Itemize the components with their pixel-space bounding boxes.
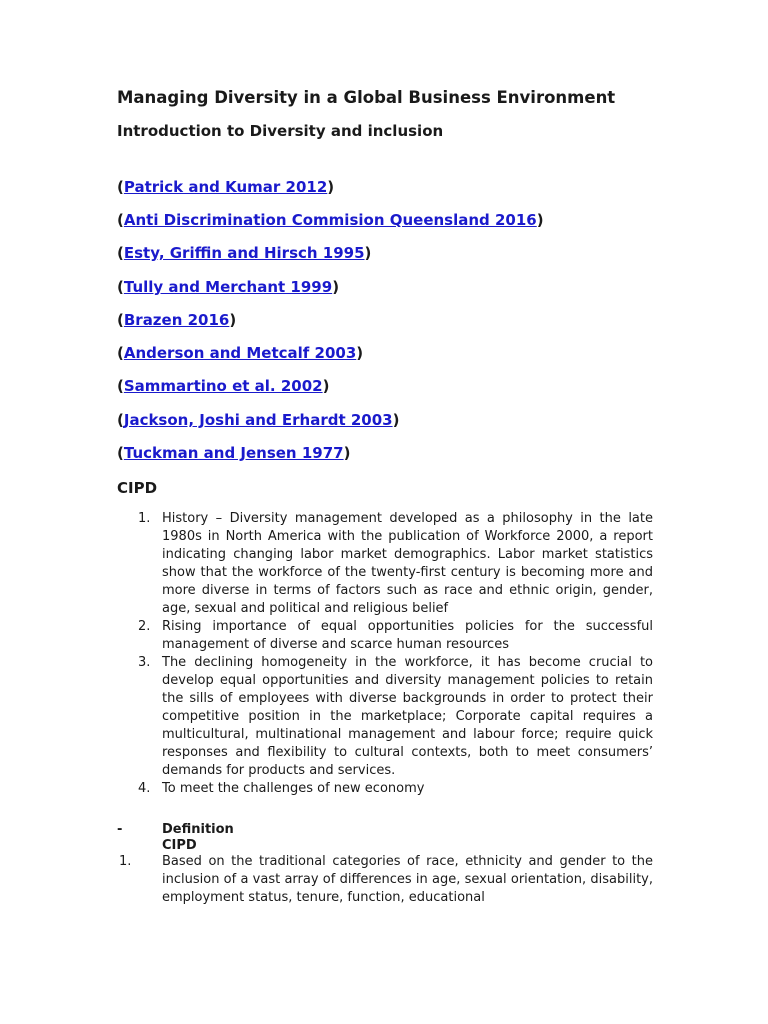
section-subtitle: Introduction to Diversity and inclusion <box>117 122 444 140</box>
reference-citation: (Anderson and Metcalf 2003) <box>117 344 364 362</box>
reference-link[interactable]: Tuckman and Jensen 1977 <box>123 444 344 462</box>
list-item: 1. History – Diversity management developed as a philosophy in the late 1980s in North America with the publication of Workforce 2000, a report indicating changing labor market demographics. Labor market statistics show that the workforce of the twenty-first century is becoming more and more diverse in terms of factors such as race and ethnic origin, gender, age, sexual and political and religious belief <box>138 511 653 616</box>
reference-link[interactable]: Anti Discrimination Commision Queensland 2016 <box>123 211 537 229</box>
reference-citation: (Esty, Griffin and Hirsch 1995) <box>117 244 372 262</box>
reference-link[interactable]: Sammartino et al. 2002 <box>123 377 323 395</box>
reference-link[interactable]: Esty, Griffin and Hirsch 1995 <box>123 244 365 262</box>
reference-link[interactable]: Brazen 2016 <box>123 311 230 329</box>
section-heading: CIPD <box>117 479 158 497</box>
reference-link[interactable]: Anderson and Metcalf 2003 <box>123 344 357 362</box>
reference-citation: (Jackson, Joshi and Erhardt 2003) <box>117 411 400 429</box>
reference-citation: (Tully and Merchant 1999) <box>117 278 340 296</box>
definition-list <box>117 853 653 907</box>
reference-citation: (Tuckman and Jensen 1977) <box>117 444 351 462</box>
list-item: 1. Based on the traditional categories of race, ethnicity and gender to the inclusion of a vast array of differences in age, sexual orientation, disability, employment status, tenure, function, educational <box>119 854 653 905</box>
reference-citation: (Patrick and Kumar 2012) <box>117 178 335 196</box>
reference-link[interactable]: Tully and Merchant 1999 <box>123 278 333 296</box>
reference-citation: (Sammartino et al. 2002) <box>117 377 330 395</box>
reference-citation: (Anti Discrimination Commision Queensland 2016) <box>117 211 544 229</box>
reference-link[interactable]: Jackson, Joshi and Erhardt 2003 <box>123 411 393 429</box>
list-item: 2. Rising importance of equal opportunities policies for the successful management of diverse and scarce human resources <box>138 619 653 652</box>
list-item: 4. To meet the challenges of new economy <box>138 781 425 796</box>
document-page: Managing Diversity in a Global Business Environment Introduction to Diversity and inclusion (Patrick and Kumar 2012) (Anti Discrimination Commision Queensland 2016) (Esty, Griffin and Hirsch 1995) (Tully and Merchant 1999) (Brazen 2016) (Anderson and Metcalf 2003) (Sammartino et al. 2002) (Jackson, Joshi and Erhardt 2003) (Tuckman and Jensen 1977) CIPD 1. History – Diversity management developed as a philosophy in the late 1980s in North America with the publication of Workforce 2000, a report indicating changing labor market demographics. Labor market statistics show that the workforce of the twenty-first century is becoming more and more diverse in terms of factors such as race and ethnic origin, gender, age, sexual and political and religious belief 2. Rising importance of equal opportunities policies for the successful management of diverse and scarce human resources 3. The declining homogeneity in the workforce, it has become crucial to develop equal opportunities and diversity management policies to retain the sills of employees with diverse backgrounds in order to protect their competitive position in the marketplace; Corporate capital requires a multicultural, multinational management and labour force; require quick responses and flexibility to cultural contexts, both to meet consumers’ demands for products and services. 4. To meet the challenges of new economy - Definition CIPD 1. Based on the traditional categories of race, ethnicity and gender to the inclusion of a vast array of differences in age, sexual orientation, disability, employment status, tenure, function, educational <box>117 88 653 905</box>
list-item: 3. The declining homogeneity in the workforce, it has become crucial to develop equal opportunities and diversity management policies to retain the sills of employees with diverse backgrounds in order to protect their competitive position in the marketplace; Corporate capital requires a multicultural, multinational management and labour force; require quick responses and flexibility to cultural contexts, both to meet consumers’ demands for products and services. <box>138 655 653 778</box>
reference-link[interactable]: Patrick and Kumar 2012 <box>123 178 328 196</box>
reference-citation: (Brazen 2016) <box>117 311 237 329</box>
document-title: Managing Diversity in a Global Business Environment <box>117 88 616 107</box>
numbered-list <box>117 510 653 798</box>
